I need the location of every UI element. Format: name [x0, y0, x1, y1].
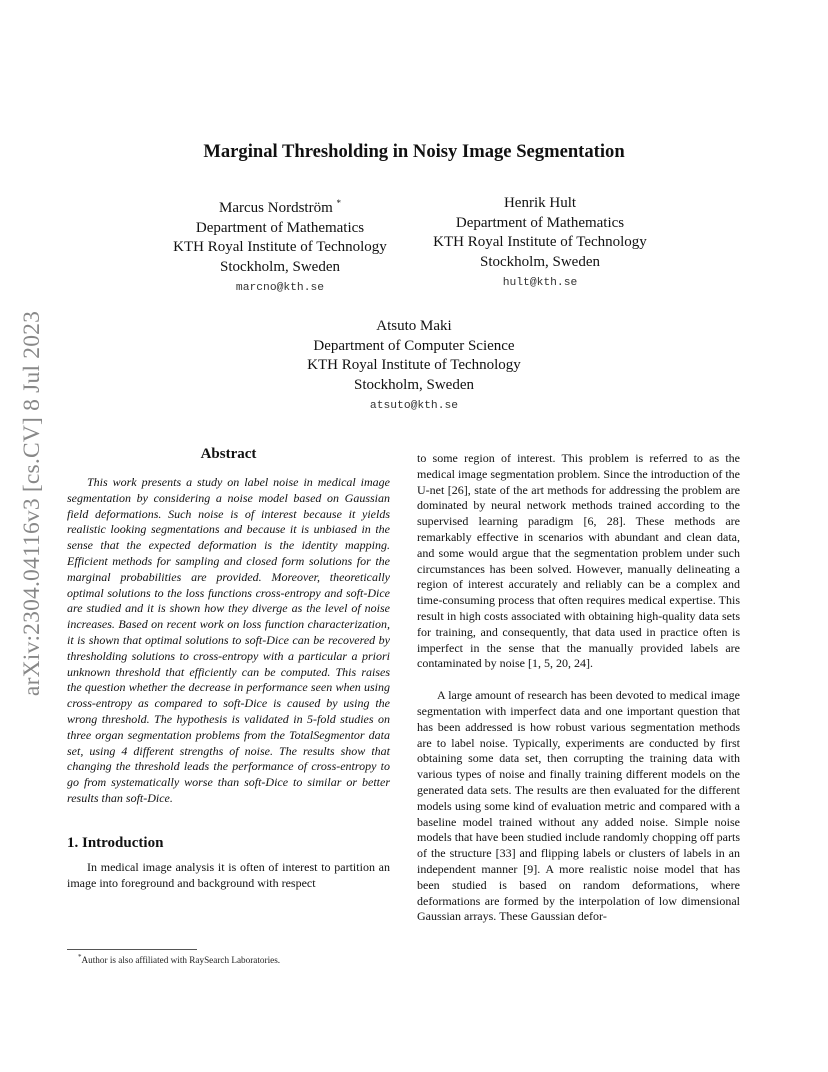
- footnote-divider: [67, 949, 197, 950]
- author-city: Stockholm, Sweden: [220, 258, 340, 275]
- author-institution: KTH Royal Institute of Technology: [173, 239, 387, 255]
- author-institution: KTH Royal Institute of Technology: [433, 234, 647, 250]
- author-department: Department of Computer Science: [313, 337, 515, 354]
- author-name: Marcus Nordström *: [219, 198, 341, 216]
- author-institution: KTH Royal Institute of Technology: [307, 357, 521, 373]
- footnote-text: Author is also affiliated with RaySearch Laboratories.: [81, 955, 281, 966]
- author-department: Department of Mathematics: [195, 219, 365, 236]
- paper-title: Marginal Thresholding in Noisy Image Segmentation: [203, 141, 625, 162]
- author-department: Department of Mathematics: [455, 214, 625, 231]
- author-name: Atsuto Maki: [376, 318, 452, 334]
- author-email: atsuto@kth.se: [369, 400, 459, 412]
- author-city: Stockholm, Sweden: [480, 253, 600, 270]
- author-block-3: [264, 317, 564, 414]
- intro-paragraph-2: A large amount of research has been devoted to medical image segmentation with imperfect data and one important question that has been addressed is how robust various segmentation methods are to label noise. Typically, experiments are conducted by first obtaining some data set, then corrupting the training data with various types of noise and finally training different models on the generated data sets. The results are then evaluated for the different models using some kind of evaluation metric and compared with a baseline model trained without any added noise. Simple noise models that have been studied include randomly chopping off parts of the structure [33] and flipping labels or clusters of labels in an independent manner [9]. A more realistic noise model that has been studied is based on random deformations, where deformations are formed by the interpolation of low dimensional Gaussian arrays. These Gaussian defor-: [417, 688, 740, 924]
- right-column: [417, 451, 740, 925]
- author-block-1: [130, 194, 430, 296]
- author-email: marcno@kth.se: [235, 282, 325, 294]
- intro-paragraph-1-start: In medical image analysis it is often of interest to partition an image into foreground and background with respect: [67, 859, 390, 890]
- author-block-2: [390, 194, 690, 291]
- intro-paragraph-1-continued: to some region of interest. This problem is referred to as the medical image segmentation problem. Since the introduction of the U-net [26], state of the art methods for addressing the problem are dominated by neural network methods trained according to the supervised learning paradigm [6, 28]. These methods are remarkably effective in scenarios with abundant and clean data, and some would argue that the segmentation problem under such circumstances has been solved. However, manually delineating a region of interest accurately and reliably can be a complex and time-consuming process that often requires medical expertise. This result in high costs associated with obtaining high-quality data sets for training, and consequently, that data used in practice often is imperfect in the sense that the manually provided labels are contaminated by noise [1, 5, 20, 24].: [417, 451, 740, 671]
- author-city: Stockholm, Sweden: [354, 376, 474, 393]
- footnote-mark: *: [78, 953, 82, 961]
- arxiv-identifier: [8, 258, 58, 748]
- author-name: Henrik Hult: [503, 195, 577, 211]
- arxiv-identifier-text: arXiv:2304.04116v3 [cs.CV] 8 Jul 2023: [19, 310, 46, 696]
- footnote: [78, 953, 280, 965]
- section-heading-introduction: 1. Introduction: [67, 834, 164, 851]
- abstract-heading: Abstract: [200, 446, 257, 462]
- left-column: [67, 446, 390, 891]
- author-email: hult@kth.se: [502, 277, 578, 289]
- abstract-text: This work presents a study on label noise in medical image segmentation by considering a noise model based on Gaussian field deformations. Such noise is of interest because it yields realistic looking segmentations and because it is unbiased in the sense that the expected deformation is the identity mapping. Efficient methods for sampling and closed form solutions for the marginal probabilities are provided. Moreover, theoretically optimal solutions to the loss functions cross-entropy and soft-Dice are studied and it is shown how they diverge as the level of noise increases. Based on recent work on loss function characterization, it is shown that optimal solutions to soft-Dice can be recovered by thresholding solutions to cross-entropy with a particular a priori unknown threshold that efficiently can be computed. This raises the question whether the decrease in performance seen when using cross-entropy as compared to soft-Dice is caused by using the wrong threshold. The hypothesis is validated in 5-fold studies on three organ segmentation problems from the TotalSegmentor data set, using 4 different strengths of noise. The results show that changing the threshold leads the performance of cross-entropy to go from systematically worse than soft-Dice to similar or better results than soft-Dice.: [67, 475, 390, 805]
